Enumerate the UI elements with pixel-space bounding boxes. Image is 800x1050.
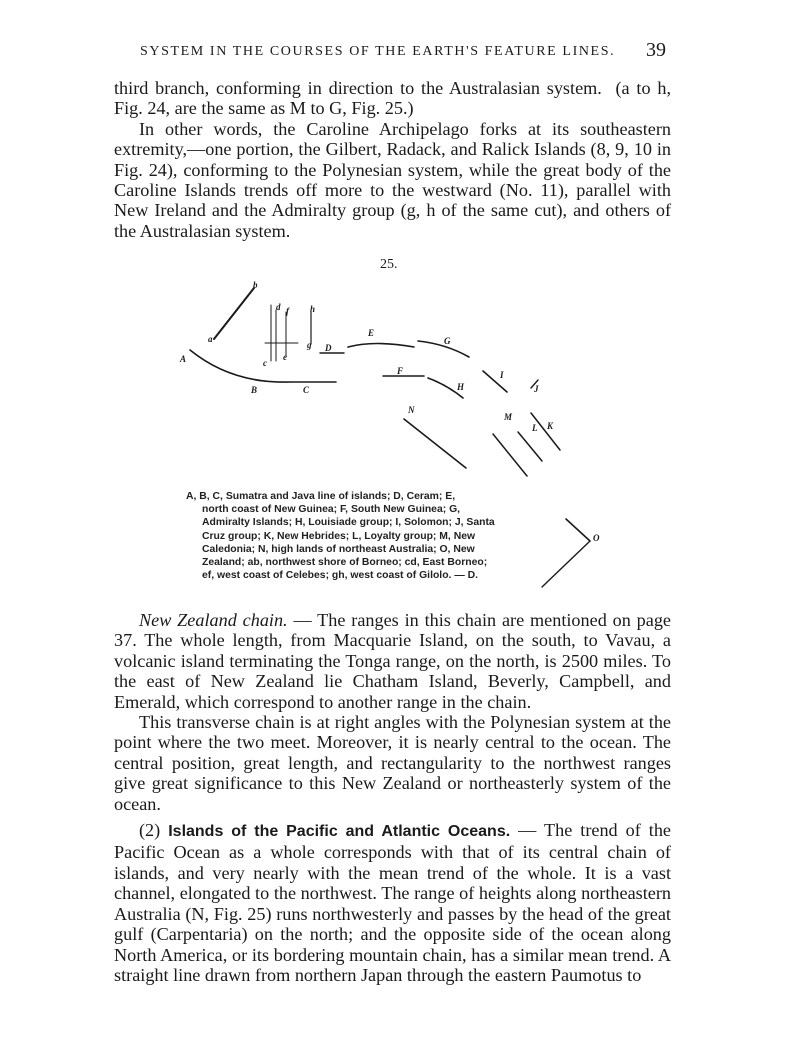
- label-K: K: [547, 421, 554, 431]
- label-a: a: [208, 334, 213, 344]
- running-title: SYSTEM IN THE COURSES OF THE EARTH'S FEATURE LINES.: [140, 44, 616, 59]
- label-I: I: [500, 370, 504, 380]
- label-C: C: [303, 385, 310, 395]
- range-l: [518, 432, 542, 461]
- label-O: O: [593, 533, 600, 543]
- label-M: M: [504, 412, 513, 422]
- caption-continuation: north coast of New Guinea; F, South New Guinea; G, Admiralty Islands; H, Louisiade group; I, Solomon; J, Santa Cruz group; K, New Hebrides; L, Loyalty group; M, New Caledonia; N, high lands of northeast Australia; O, New Zealand; ab, northwest shore of Borneo; cd, East Borneo; ef, west coast of Celebes; gh, west coast of Gilolo. — D.: [202, 504, 495, 582]
- paragraph-text: third branch, conforming in direction to the Australasian system.: [114, 78, 602, 98]
- range-e: [348, 344, 414, 348]
- figure-crossref: (a to h, Fig. 24, are the same as M to G, Fig. 25.): [114, 78, 672, 119]
- label-g: g: [307, 340, 312, 350]
- label-H: H: [457, 382, 465, 392]
- range-m: [493, 434, 527, 476]
- page-number: 39: [646, 39, 666, 61]
- range-n: [404, 419, 466, 468]
- label-J: J: [534, 384, 539, 394]
- section-number: (2): [139, 820, 161, 841]
- figure-number: 25.: [380, 257, 398, 272]
- section-lead-pacific: Islands of the Pacific and Atlantic Oceans.: [168, 823, 511, 841]
- figure-caption: [186, 490, 502, 582]
- paragraph-caroline: In other words, the Caroline Archipelago forks at its southeastern extremity,—one portion, the Gilbert, Radack, and Ralick Islands (8, 9, 10 in Fig. 24), conforming to the Polynesian system, while the great body of the Caroline Islands trends off more to the westward (No. 11), parallel with New Ireland and the Admiralty group (g, h of the same cut), and others of the Australasian system.: [114, 118, 671, 241]
- label-G: G: [444, 336, 451, 346]
- range-o-north: [566, 519, 590, 541]
- paragraph-transverse-chain: This transverse chain is at right angles with the Polynesian system at the point where the two meet. Moreover, it is nearly central to the ocean. The central position, great length, and rectangularity to the northwest ranges give great significance to this New Zealand or northeasterly system of the ocean.: [114, 712, 671, 814]
- label-c: c: [263, 358, 267, 368]
- label-b: b: [253, 280, 258, 290]
- caption-first-line: A, B, C, Sumatra and Java line of islands; D, Ceram; E,: [186, 491, 456, 502]
- text-block-bottom: [114, 610, 671, 985]
- label-F: F: [397, 366, 404, 376]
- label-e: e: [283, 352, 287, 362]
- label-L: L: [532, 423, 538, 433]
- label-f: f: [286, 306, 289, 316]
- paragraph-new-zealand: [114, 610, 671, 712]
- range-o-south: [542, 541, 590, 587]
- label-h: h: [310, 304, 316, 314]
- label-B: B: [251, 385, 258, 395]
- range-ab: [214, 288, 254, 339]
- label-E: E: [368, 328, 375, 338]
- label-N: N: [408, 405, 415, 415]
- label-A: A: [180, 354, 187, 364]
- label-d: d: [276, 302, 281, 312]
- paragraph-text: — The trend of the Pacific Ocean as a whole corresponds with that of its central chain of islands, and very nearly with the mean trend of the whole. It is a vast channel, elongated to the northwest. The range of heights along northeastern Australia (N, Fig. 25) runs northwesterly and passes by the head of the great gulf (Carpentaria) on the north; and the opposite side of the ocean along North America, or its bordering mountain chain, has a similar mean trend. A straight line drawn from northern Japan through the eastern Paumotus to: [114, 820, 672, 985]
- paragraph-text: — The ranges in this chain are mentioned on page 37. The whole length, from Macquarie Island, on the south, to Vavau, a volcanic island terminating the Tonga range, on the north, is 2500 miles. To the east of New Zealand lie Chatham Island, Beverly, Campbell, and Emerald, which correspond to another range in the chain.: [114, 610, 672, 712]
- paragraph-pacific-atlantic: [114, 820, 671, 985]
- section-lead-new-zealand: New Zealand chain.: [139, 610, 288, 630]
- label-D: D: [325, 343, 332, 353]
